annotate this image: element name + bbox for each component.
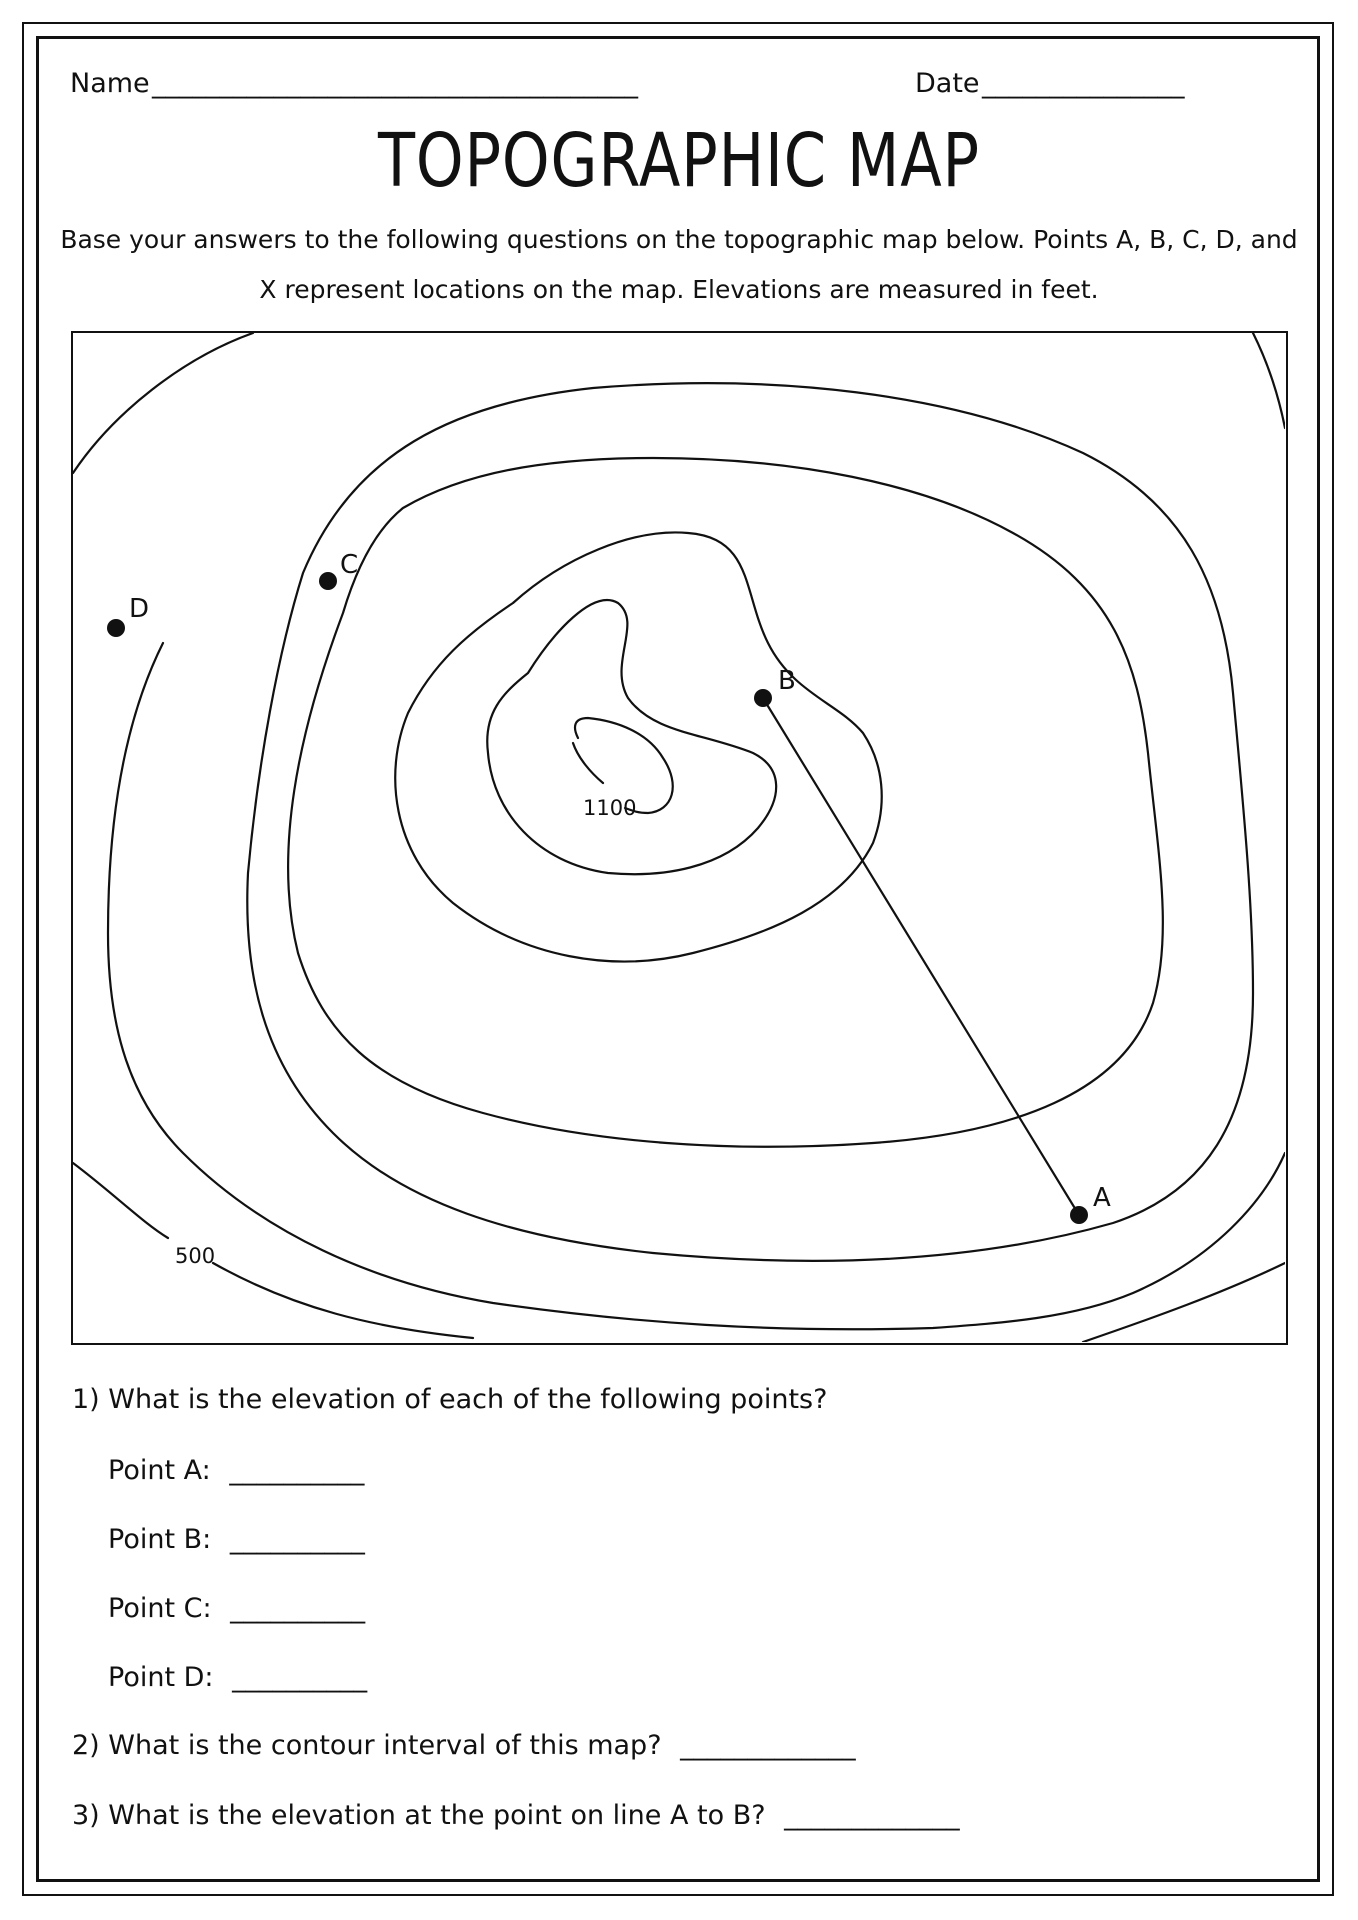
point-b-label: B [778, 666, 796, 696]
point-a-answer-field[interactable]: __________ [229, 1455, 365, 1486]
contour-line-500-right [1083, 1263, 1285, 1342]
point-a-marker [1070, 1206, 1088, 1224]
question-2-row [72, 1730, 856, 1761]
point-b-answer-row [108, 1524, 365, 1555]
question-1: 1) What is the elevation of each of the following points? [72, 1384, 828, 1415]
question-2-answer-field[interactable]: _____________ [680, 1730, 856, 1761]
point-b-answer-field[interactable]: __________ [229, 1524, 365, 1555]
contour-line-3 [247, 383, 1253, 1261]
point-c-answer-field[interactable]: __________ [230, 1593, 366, 1624]
map-drawing [73, 333, 1285, 1342]
header-line [70, 68, 1290, 108]
point-d-answer-field[interactable]: __________ [232, 1662, 368, 1693]
point-d-answer-label: Point D: [108, 1662, 214, 1693]
name-field[interactable]: ____________________________________ [152, 68, 638, 99]
point-c-answer-row [108, 1593, 365, 1624]
date-field[interactable]: _______________ [982, 68, 1185, 99]
contour-line-2 [73, 333, 1285, 1329]
point-c-marker [319, 572, 337, 590]
point-c-answer-label: Point C: [108, 1593, 212, 1624]
name-label: Name [70, 68, 150, 99]
point-b-answer-label: Point B: [108, 1524, 212, 1555]
question-3-answer-field[interactable]: _____________ [784, 1800, 960, 1831]
question-3: 3) What is the elevation at the point on line A to B? [72, 1800, 766, 1831]
question-3-row [72, 1800, 960, 1831]
point-a-answer-label: Point A: [108, 1455, 211, 1486]
point-d-answer-row [108, 1662, 367, 1693]
contour-line-4 [288, 458, 1163, 1147]
point-a-answer-row [108, 1455, 364, 1486]
contour-line-5 [395, 532, 881, 961]
topographic-map [71, 331, 1288, 1345]
page-title: TOPOGRAPHIC MAP [378, 118, 980, 204]
contour-label-1100: 1100 [583, 796, 637, 820]
point-d-label: D [129, 594, 150, 624]
contour-line-6 [487, 600, 776, 874]
point-d-marker [107, 619, 125, 637]
point-a-label: A [1093, 1183, 1111, 1213]
instructions-paragraph: Base your answers to the following questions on the topographic map below. Points A, B, C, D, and X represent locations on the map. Elevations are measured in feet. [60, 225, 1298, 304]
point-c-label: C [340, 550, 359, 580]
date-label: Date [915, 68, 980, 99]
contour-label-500: 500 [175, 1244, 216, 1268]
point-b-marker [754, 689, 772, 707]
question-2: 2) What is the contour interval of this map? [72, 1730, 662, 1761]
